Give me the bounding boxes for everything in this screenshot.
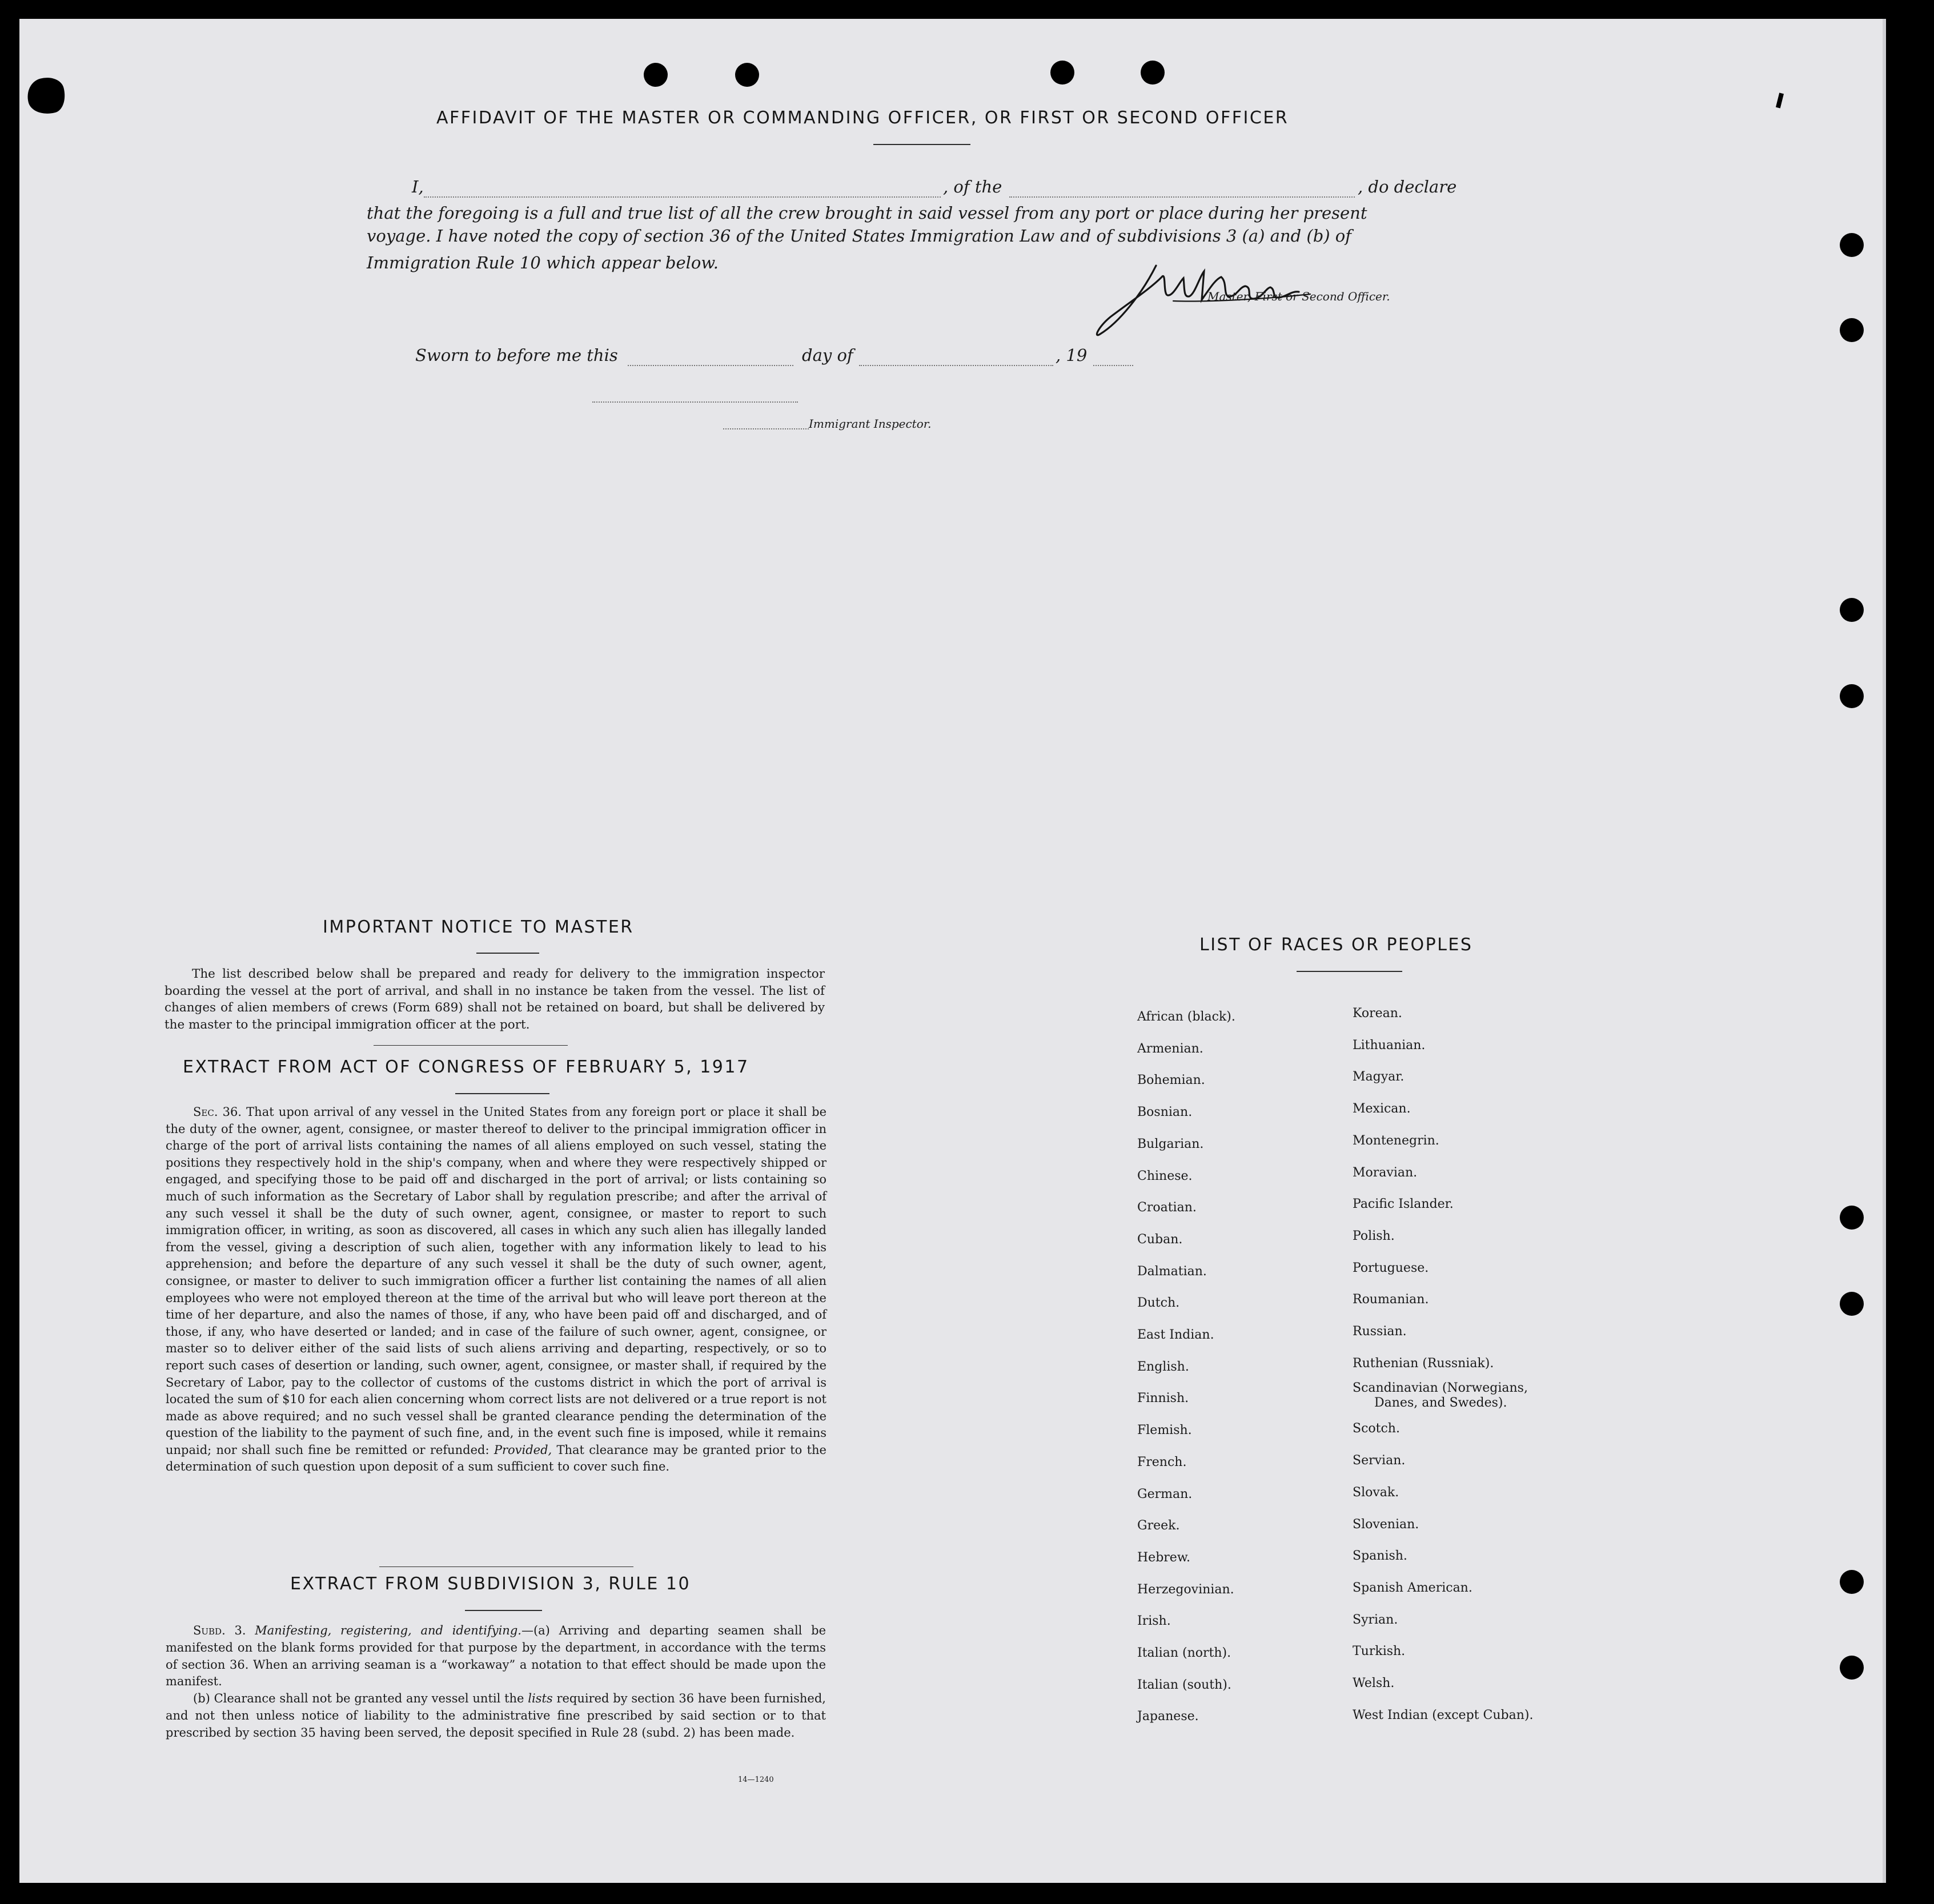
punch-hole-right-4 [1840, 684, 1864, 708]
race-item: Portuguese. [1353, 1260, 1429, 1275]
punch-hole-right-2 [1840, 318, 1864, 342]
punch-hole-right-6 [1840, 1292, 1864, 1316]
race-item: Spanish American. [1353, 1580, 1472, 1595]
subd-label: Subd. 3. [193, 1624, 246, 1637]
race-item: Montenegrin. [1353, 1133, 1439, 1148]
punch-hole-top-2 [735, 63, 759, 87]
punch-hole-top-3 [1050, 61, 1074, 85]
affidavit-title: AFFIDAVIT OF THE MASTER OR COMMANDING OFFICER, OR FIRST OR SECOND OFFICER [436, 108, 1289, 128]
act-extract-text [166, 1104, 826, 1476]
race-item-two-line [1353, 1379, 1533, 1413]
punch-hole-right-3 [1840, 598, 1864, 622]
races-title: LIST OF RACES OR PEOPLES [1199, 935, 1473, 955]
race-item: Hebrew. [1137, 1550, 1191, 1565]
affidavit-i: I, [412, 177, 424, 196]
race-item: Bohemian. [1137, 1073, 1205, 1088]
race-item: Bulgarian. [1137, 1136, 1204, 1151]
sworn-month-blank [859, 365, 1053, 366]
notice-separator [374, 1045, 568, 1046]
race-item: African (black). [1137, 1010, 1235, 1024]
races-right-column [1353, 998, 1533, 1731]
race-item: Irish. [1137, 1614, 1171, 1629]
race-item: English. [1137, 1359, 1189, 1374]
rule-extract-title-rule [465, 1610, 542, 1611]
race-item: German. [1137, 1487, 1193, 1501]
pen-mark [1776, 93, 1784, 108]
notice-text [164, 966, 825, 1033]
race-item: Dutch. [1137, 1296, 1180, 1311]
punch-hole-right-5 [1840, 1206, 1864, 1230]
act-extract-title-rule [455, 1093, 549, 1094]
notice-paragraph: The list described below shall be prepared and ready for delivery to the immigration inspector boarding the vessel at the port of arrival, and shall in no instance be taken from the vessel. The list of changes of alien members of crews (Form 689) shall not be retained on board, but shall be delivered by the master to the principal immigration officer at the port. [164, 967, 825, 1032]
act-separator [379, 1566, 633, 1567]
race-item: Lithuanian. [1353, 1038, 1426, 1053]
affidavit-title-rule [873, 144, 970, 145]
subd-para-b-end: required by section 36 have been furnished, and not then unless notice of liability to the administrative fine prescribed by said section or to that prescribed by section 35 having been served, the deposit specified in Rule 28 (subd. 2) has been made. [166, 1692, 826, 1740]
name-blank [424, 196, 941, 198]
vessel-blank [1009, 196, 1355, 198]
rule-extract-title: EXTRACT FROM SUBDIVISION 3, RULE 10 [290, 1574, 691, 1594]
lists-word: lists [528, 1692, 553, 1706]
sworn-year-blank [1093, 365, 1133, 366]
signature-caption: Master, First or Second Officer. [1207, 290, 1390, 303]
race-item: Polish. [1353, 1228, 1395, 1243]
subd-para-a: —(a) Arriving and departing seamen shall be manifested on the blank forms provided for that purpose by the department, in accordance with the terms of section 36. When an arriving seaman is a “workaway” a notation to that effect should be made upon the manifest. [166, 1624, 826, 1689]
subd-para-b-start: (b) Clearance shall not be granted any vessel until the [193, 1692, 524, 1706]
race-item: Armenian. [1137, 1041, 1203, 1056]
race-item: Pacific Islander. [1353, 1197, 1454, 1212]
race-item: Croatian. [1137, 1200, 1197, 1215]
inspector-blank [592, 401, 798, 403]
form-number: 14—1240 [738, 1776, 774, 1784]
race-item: Spanish. [1353, 1549, 1407, 1564]
race-item: Flemish. [1137, 1423, 1192, 1438]
race-item: Turkish. [1353, 1644, 1406, 1659]
sworn-day-blank [628, 365, 793, 366]
act-extract-title: EXTRACT FROM ACT OF CONGRESS OF FEBRUARY 5, 1917 [183, 1057, 749, 1077]
race-item: Italian (north). [1137, 1646, 1231, 1661]
race-item: Finnish. [1137, 1391, 1189, 1406]
race-item: Japanese. [1137, 1709, 1199, 1724]
affidavit-line-4: Immigration Rule 10 which appear below. [367, 253, 719, 272]
punch-hole-right-8 [1840, 1656, 1864, 1680]
race-item: Slovenian. [1353, 1517, 1419, 1532]
race-item: Russian. [1353, 1324, 1407, 1339]
affidavit-line-3: voyage. I have noted the copy of section 36 of the United States Immigration Law and of subdivisions 3 (a) and (b) of [367, 226, 1351, 246]
race-item: Roumanian. [1353, 1292, 1429, 1307]
document-page [19, 19, 1886, 1883]
inspector-caption: Immigrant Inspector. [809, 417, 932, 431]
affidavit-of-the: , of the [943, 177, 1002, 196]
race-item: West Indian (except Cuban). [1353, 1708, 1534, 1722]
race-item: Servian. [1353, 1453, 1406, 1468]
race-item: Scotch. [1353, 1421, 1400, 1436]
race-item: Ruthenian (Russniak). [1353, 1356, 1494, 1371]
sec-36-label: Sec. 36. [193, 1105, 242, 1119]
notice-title-rule [476, 953, 539, 954]
race-item-continuation: Danes, and Swedes). [1374, 1396, 1507, 1411]
punch-hole-top-4 [1141, 61, 1165, 85]
race-item: Slovak. [1353, 1485, 1399, 1500]
races-left-column [1137, 1001, 1235, 1733]
race-item: Mexican. [1353, 1102, 1411, 1116]
notice-title: IMPORTANT NOTICE TO MASTER [323, 917, 634, 937]
inspector-blank-2 [723, 428, 809, 429]
race-item: Korean. [1353, 1006, 1402, 1021]
race-item: Syrian. [1353, 1612, 1398, 1627]
race-item: Welsh. [1353, 1676, 1395, 1691]
sec-36-text: That upon arrival of any vessel in the United States from any foreign port or place it shall be the duty of the owner, agent, consignee, or master thereof to deliver to the principal immigration officer in charge of the port of arrival lists containing the names of all aliens employed on such vessel, stating the positions they respectively hold in the ship's company, when and where they were respectively shipped or engaged, and specifying those to be paid off and discharged in the port of arrival; or lists containing so much of such information as the Secretary of Labor shall by regulation prescribe; and after the arrival of any such vessel it shall be the duty of such owner, agent, consignee, or master to report to such immigration officer, in writing, as soon as discovered, all cases in which any such alien has illegally landed from the vessel, giving a description of such alien, together with any information likely to lead to his apprehension; and before the departure of any such vessel it shall be the duty of such owner, agent, consignee, or master to deliver to such immigration officer a further list containing the names of all alien employees who were not employed thereon at the time of the arrival but who will leave port thereon at the time of her departure, and also the names of those, if any, who have been paid off and discharged, and of those, if any, who have deserted or landed; and in case of the failure of such owner, agent, consignee, or master so to deliver either of the said lists of such aliens arriving and departing, respectively, or so to report such cases of desertion or landing, such owner, agent, consignee, or master shall, if required by the Secretary of Labor, pay to the collector of customs of the customs district in which the port of arrival is located the sum of $10 for each alien concerning whom correct lists are not delivered or a true report is not made as above required; and no such vessel shall be granted clearance pending the determination of the question of the liability to the payment of such fine, and, in the event such fine is imposed, while it remains unpaid; nor shall such fine be remitted or refunded: [166, 1105, 826, 1457]
punch-hole-top-1 [644, 63, 668, 87]
race-item: Herzegovinian. [1137, 1582, 1234, 1597]
year-text: , 19 [1056, 346, 1088, 365]
race-item: Bosnian. [1137, 1105, 1193, 1120]
race-item: Cuban. [1137, 1232, 1183, 1247]
punch-hole-right-1 [1840, 233, 1864, 257]
race-item: Moravian. [1353, 1165, 1418, 1180]
race-item: Dalmatian. [1137, 1264, 1207, 1279]
race-item: Chinese. [1137, 1168, 1193, 1183]
affidavit-line-2: that the foregoing is a full and true list of all the crew brought in said vessel from any port or place during her present [367, 203, 1367, 223]
sec-36-text-end: That clearance may be granted prior to the determination of such question upon deposit of a sum sufficient to cover such fine. [166, 1443, 826, 1474]
race-item: Greek. [1137, 1519, 1180, 1533]
race-item: Italian (south). [1137, 1677, 1231, 1692]
scan-edge [1883, 19, 1886, 1883]
provided-word: Provided, [493, 1443, 552, 1457]
subd-heading: Manifesting, registering, and identifying. [255, 1624, 521, 1637]
race-item: Scandinavian (Norwegians, [1353, 1381, 1528, 1396]
rule-extract-text [166, 1622, 826, 1742]
ink-blot [23, 74, 69, 118]
day-of-text: day of [802, 346, 853, 365]
sworn-text: Sworn to before me this [415, 346, 618, 365]
race-item: Magyar. [1353, 1070, 1405, 1084]
punch-hole-right-7 [1840, 1570, 1864, 1594]
race-item: French. [1137, 1455, 1187, 1469]
race-item: East Indian. [1137, 1328, 1214, 1343]
races-title-rule [1297, 971, 1402, 972]
affidavit-do-declare: , do declare [1358, 177, 1457, 196]
